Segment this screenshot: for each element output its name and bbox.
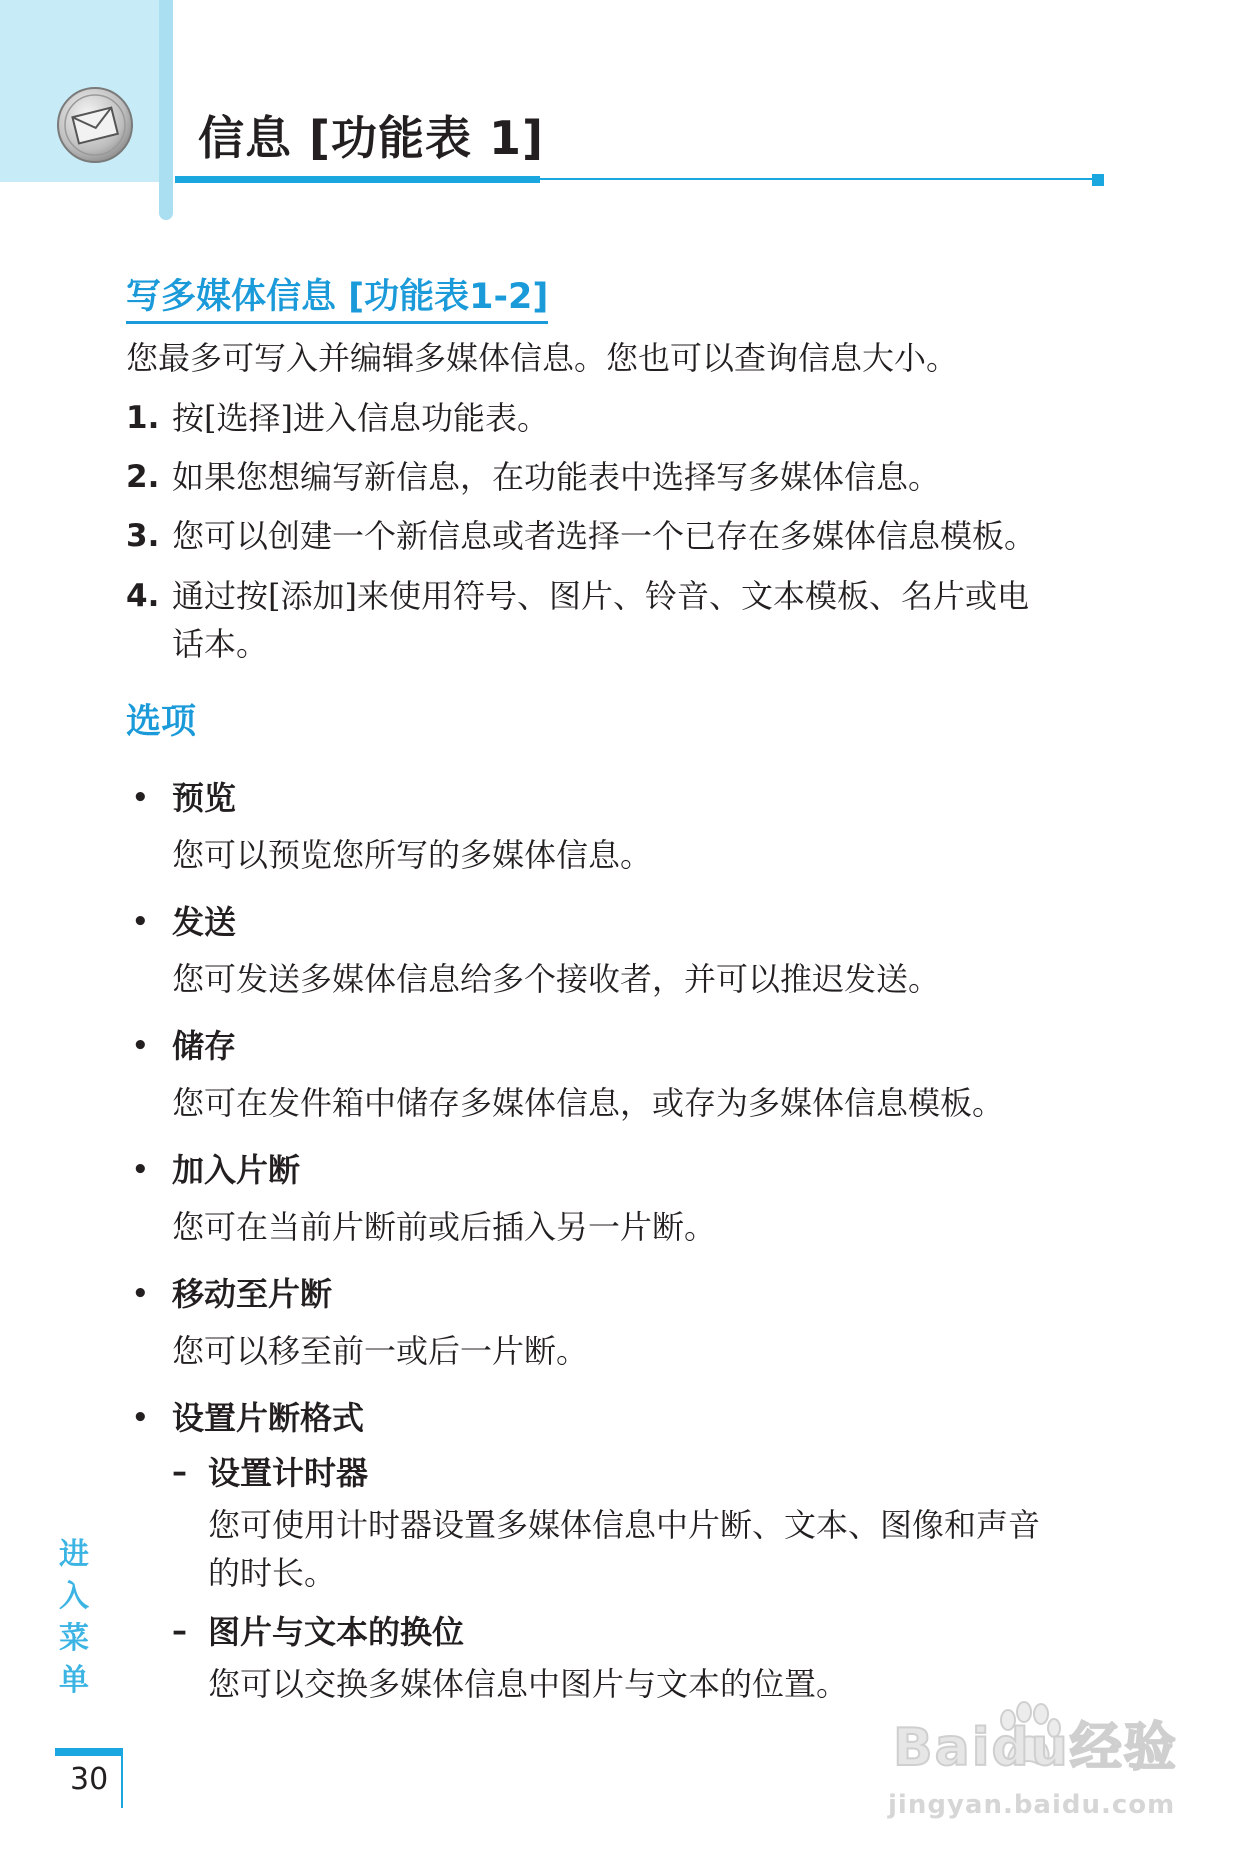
title-rule-end-mark <box>1092 174 1104 186</box>
option-desc: 您可发送多媒体信息给多个接收者，并可以推迟发送。 <box>172 960 941 998</box>
option-desc: 您可以预览您所写的多媒体信息。 <box>172 836 653 874</box>
header-vertical-bar <box>159 0 173 220</box>
sub-option-desc: 您可使用计时器设置多媒体信息中片断、文本、图像和声音 <box>208 1506 1041 1544</box>
step-text-continued: 话本。 <box>172 625 269 663</box>
section-heading-compose: 写多媒体信息 [功能表1-2] <box>126 275 548 324</box>
bullet-icon: • <box>132 1403 149 1433</box>
step-text: 如果您想编写新信息，在功能表中选择写多媒体信息。 <box>172 458 941 496</box>
watermark-brand: Baidu经验 <box>893 1718 1178 1778</box>
step-number: 4. <box>126 578 160 614</box>
section-intro: 您最多可写入并编辑多媒体信息。您也可以查询信息大小。 <box>126 339 959 377</box>
sub-option-title: 设置计时器 <box>208 1454 369 1492</box>
section-heading-options: 选项 <box>126 702 197 742</box>
option-desc: 您可在当前片断前或后插入另一片断。 <box>172 1208 717 1246</box>
title-underline <box>175 176 540 183</box>
step-text: 按[选择]进入信息功能表。 <box>172 399 549 437</box>
option-title: 预览 <box>172 779 237 817</box>
sub-option-desc-continued: 的时长。 <box>208 1554 337 1592</box>
watermark-url: jingyan.baidu.com <box>888 1790 1176 1820</box>
bullet-icon: • <box>132 907 149 937</box>
side-tab-char: 单 <box>59 1663 89 1698</box>
step-text: 通过按[添加]来使用符号、图片、铃音、文本模板、名片或电 <box>172 577 1029 615</box>
option-title: 移动至片断 <box>172 1275 333 1313</box>
option-title: 发送 <box>172 903 237 941</box>
option-desc: 您可以移至前一或后一片断。 <box>172 1332 589 1370</box>
step-number: 1. <box>126 400 160 436</box>
side-chapter-tab <box>54 1534 94 1702</box>
step-number: 2. <box>126 459 160 495</box>
dash-icon: – <box>172 1614 187 1649</box>
option-title: 设置片断格式 <box>172 1399 365 1437</box>
sub-option-desc: 您可以交换多媒体信息中图片与文本的位置。 <box>208 1665 849 1703</box>
page-number-divider <box>121 1756 123 1808</box>
page-number: 30 <box>70 1762 109 1797</box>
page-title: 信息 [功能表 1] <box>198 111 545 165</box>
side-tab-char: 入 <box>59 1579 89 1614</box>
bullet-icon: • <box>132 1155 149 1185</box>
sub-option-title: 图片与文本的换位 <box>208 1613 465 1651</box>
step-number: 3. <box>126 518 160 554</box>
bullet-icon: • <box>132 1031 149 1061</box>
option-desc: 您可在发件箱中储存多媒体信息，或存为多媒体信息模板。 <box>172 1084 1005 1122</box>
option-title: 储存 <box>172 1027 237 1065</box>
bullet-icon: • <box>132 1279 149 1309</box>
page-number-rule <box>55 1748 123 1756</box>
option-title: 加入片断 <box>172 1151 301 1189</box>
step-text: 您可以创建一个新信息或者选择一个已存在多媒体信息模板。 <box>172 517 1037 555</box>
title-rule <box>540 178 1098 180</box>
dash-icon: – <box>172 1455 187 1490</box>
bullet-icon: • <box>132 783 149 813</box>
side-tab-char: 进 <box>59 1537 89 1572</box>
side-tab-char: 菜 <box>59 1621 89 1656</box>
envelope-icon <box>55 85 135 165</box>
